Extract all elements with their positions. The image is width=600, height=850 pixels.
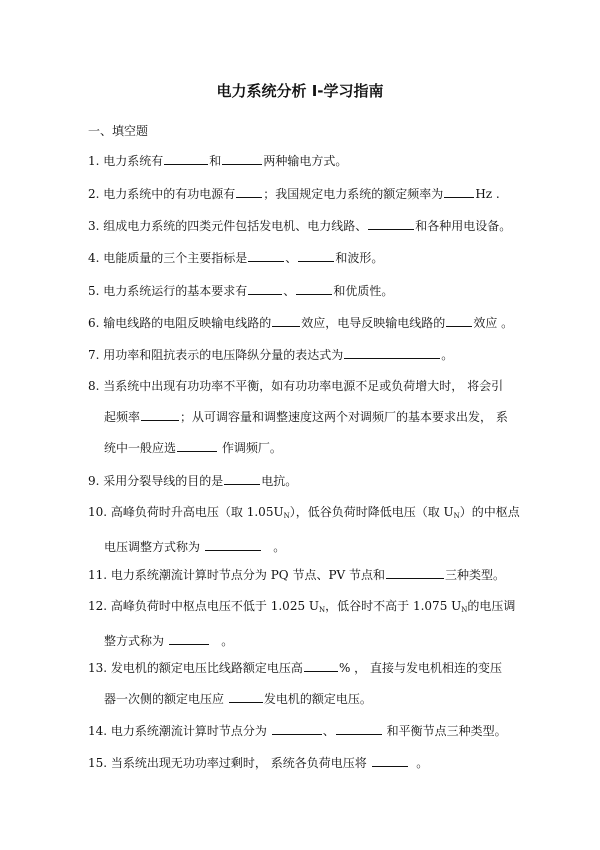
answer-blank[interactable] xyxy=(446,314,472,327)
question-12: 12. 高峰负荷时中枢点电压不低于 1.025 $U_N$，低谷时不高于 1.075 $U_N$的电压调 整方式称为 。 xyxy=(88,599,516,648)
question-6: 6. 输电线路的电阻反映输电线路的 效应，电导反映输电线路的 效应 。 xyxy=(88,316,514,330)
question-5: 5. 电力系统运行的基本要求有 、 和优质性。 xyxy=(88,284,394,298)
answer-blank[interactable] xyxy=(368,217,414,230)
answer-blank[interactable] xyxy=(164,152,208,165)
answer-blank[interactable] xyxy=(296,282,332,295)
answer-blank[interactable] xyxy=(272,314,300,327)
question-10: 10. 高峰负荷时升高电压（取 $1.05U_N$），低谷负荷时降低电压（取 $U_N$）的中枢点 电压调整方式称为 。 xyxy=(88,505,520,554)
question-3: 3. 组成电力系统的四类元件包括发电机、电力线路、 和各种用电设备。 xyxy=(88,219,512,233)
page-title: 电力系统分析 I-学习指南 xyxy=(216,82,384,100)
question-4: 4. 电能质量的三个主要指标是 、 和波形。 xyxy=(88,251,384,265)
answer-blank[interactable] xyxy=(248,282,282,295)
question-8: 8. 当系统中出现有功功率不平衡，如有功功率电源不足或负荷增大时， 将会引 起频率 ；从可调容量和调整速度这两个对调频厂的基本要求出发， 系 统中一般应选 作调频厂。 xyxy=(88,379,508,455)
answer-blank[interactable] xyxy=(229,690,263,703)
answer-blank[interactable] xyxy=(372,754,408,767)
section-heading: 一、填空题 xyxy=(88,124,149,138)
question-1: 1. 电力系统有 和 两种输电方式。 xyxy=(88,154,348,168)
answer-blank[interactable] xyxy=(386,566,444,579)
answer-blank[interactable] xyxy=(169,632,209,645)
question-11: 11. 电力系统潮流计算时节点分为 PQ 节点、PV 节点和 三种类型。 xyxy=(88,568,506,582)
answer-blank[interactable] xyxy=(177,439,217,452)
answer-blank[interactable] xyxy=(444,185,474,198)
question-9: 9. 采用分裂导线的目的是 电抗。 xyxy=(88,474,298,488)
answer-blank[interactable] xyxy=(222,152,262,165)
answer-blank[interactable] xyxy=(344,346,440,359)
answer-blank[interactable] xyxy=(224,472,260,485)
answer-blank[interactable] xyxy=(298,249,334,262)
answer-blank[interactable] xyxy=(304,659,338,672)
answer-blank[interactable] xyxy=(236,185,262,198)
question-7: 7. 用功率和阻抗表示的电压降纵分量的表达式为 。 xyxy=(88,348,454,362)
answer-blank[interactable] xyxy=(248,249,284,262)
question-2: 2. 电力系统中的有功电源有 ；我国规定电力系统的额定频率为 Hz . xyxy=(88,187,500,201)
question-14: 14. 电力系统潮流计算时节点分为 、 和平衡节点三种类型。 xyxy=(88,724,507,738)
question-13: 13. 发电机的额定电压比线路额定电压高 % ， 直接与发电机相连的变压 器一次侧的额定电压应 发电机的额定电压。 xyxy=(88,661,502,706)
question-15: 15. 当系统出现无功功率过剩时， 系统各负荷电压将 。 xyxy=(88,756,429,770)
answer-blank[interactable] xyxy=(336,722,382,735)
answer-blank[interactable] xyxy=(272,722,322,735)
answer-blank[interactable] xyxy=(205,538,261,551)
answer-blank[interactable] xyxy=(141,408,179,421)
